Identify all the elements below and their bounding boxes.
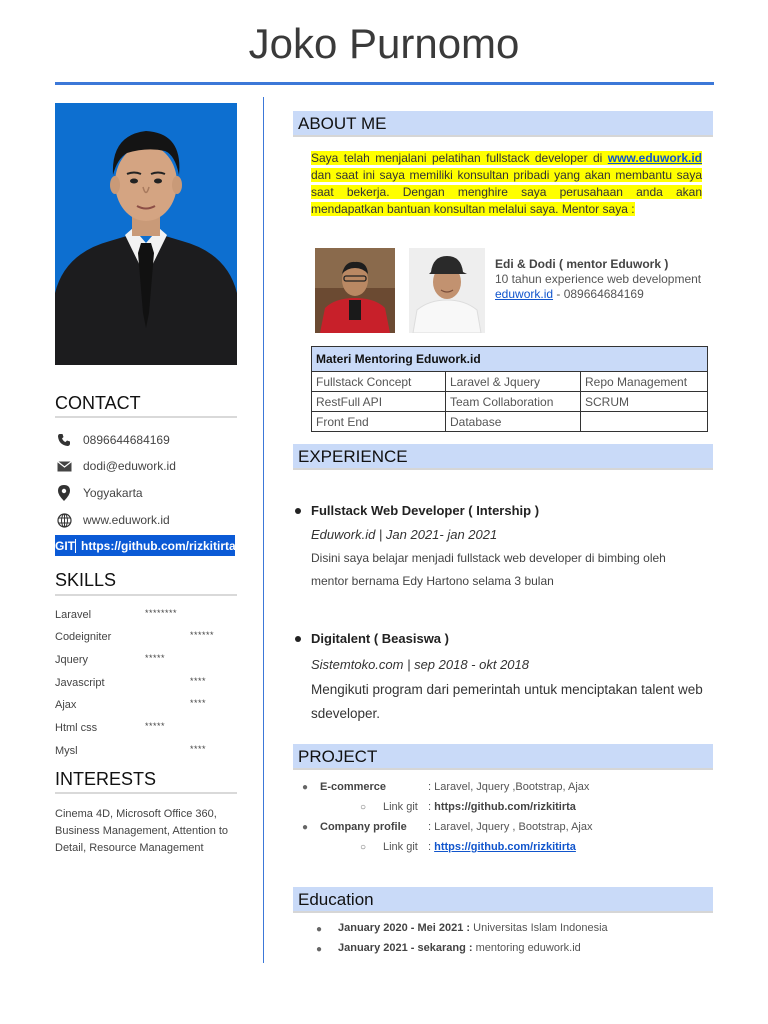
education-period: January 2020 - Mei 2021 <box>338 922 464 934</box>
globe-icon <box>55 512 73 528</box>
experience-line: Mengikuti program dari pemerintah untuk menciptakan talent web <box>311 682 703 697</box>
resume-name: Joko Purnomo <box>248 20 520 67</box>
education-sep: : <box>463 922 474 934</box>
git-link-bar[interactable] <box>55 535 235 556</box>
column-divider <box>263 97 264 963</box>
table-cell: Front End <box>312 412 446 432</box>
skills-rule <box>55 594 237 596</box>
contact-website-text: www.eduwork.id <box>83 513 170 527</box>
skill-name: Codeigniter <box>55 631 112 643</box>
table-cell: Repo Management <box>581 372 708 392</box>
about-text <box>311 150 702 218</box>
skill-stars: ******** <box>145 608 178 618</box>
project-stack: : Laravel, Jquery , Bootstrap, Ajax <box>428 821 593 833</box>
project-heading: PROJECT <box>293 744 713 770</box>
experience-description <box>311 547 711 593</box>
mentor-name: Edi & Dodi ( mentor Eduwork ) <box>495 257 669 271</box>
project-name <box>320 781 386 793</box>
skill-name: Html css <box>55 722 98 734</box>
experience-heading: EXPERIENCE <box>293 444 713 470</box>
project-link-row <box>428 801 576 813</box>
contact-email-text: dodi@eduwork.id <box>83 459 176 473</box>
interests-text: Cinema 4D, Microsoft Office 360, Business Management, Attention to Detail, Resource Management <box>55 808 229 854</box>
table-row <box>312 392 708 412</box>
mentor-link[interactable]: eduwork.id <box>495 287 554 301</box>
circle-bullet-icon: ○ <box>360 802 367 813</box>
project-name-text: Company profile <box>320 821 407 833</box>
map-pin-icon <box>55 485 73 501</box>
table-cell: Laravel & Jquery <box>446 372 581 392</box>
bullet-icon: ● <box>302 782 309 793</box>
project-link-label: Link git <box>383 841 418 853</box>
skill-stars: ***** <box>145 653 166 663</box>
phone-icon <box>55 432 73 448</box>
experience-line: Disini saya belajar menjadi fullstack web developer di bimbing oleh <box>311 551 666 565</box>
bullet-icon: ● <box>316 944 323 955</box>
education-heading: Education <box>293 887 713 913</box>
circle-bullet-icon: ○ <box>360 842 367 853</box>
experience-subtitle: Eduwork.id | Jan 2021- jan 2021 <box>311 527 498 542</box>
materi-table-title: Materi Mentoring Eduwork.id <box>312 347 708 372</box>
mentor-phone: - 089664684169 <box>553 287 644 301</box>
table-row <box>312 372 708 392</box>
education-period: January 2021 - sekarang <box>338 942 466 954</box>
skill-name: Jquery <box>55 654 89 666</box>
table-row <box>312 412 708 432</box>
education-place: mentoring eduwork.id <box>475 942 581 954</box>
bullet-icon <box>295 508 301 514</box>
experience-title-text: Digitalent ( Beasiswa ) <box>311 631 449 646</box>
table-cell: Database <box>446 412 581 432</box>
contact-phone <box>55 430 170 450</box>
project-link-sep: : <box>428 841 435 853</box>
project-link[interactable]: https://github.com/rizkitirta <box>434 801 576 813</box>
experience-title-text: Fullstack Web Developer ( Intership ) <box>311 503 540 518</box>
about-link[interactable]: www.eduwork.id <box>607 151 702 165</box>
education-item <box>338 942 581 954</box>
experience-item-title <box>295 503 539 518</box>
mail-icon <box>55 458 73 474</box>
header-divider <box>55 82 714 85</box>
table-cell: SCRUM <box>581 392 708 412</box>
table-cell <box>581 412 708 432</box>
skill-name: Javascript <box>55 677 105 689</box>
skill-stars: **** <box>190 698 207 708</box>
skills-heading: SKILLS <box>55 570 117 590</box>
mentor-experience: 10 tahun experience web development <box>495 272 702 286</box>
git-label: GIT <box>55 538 75 553</box>
about-text-before: Saya telah menjalani pelatihan fullstack developer di <box>311 151 608 165</box>
skill-stars: **** <box>190 744 207 754</box>
project-link[interactable]: https://github.com/rizkitirta <box>434 841 576 853</box>
skill-stars: ***** <box>145 721 166 731</box>
contact-heading: CONTACT <box>55 393 141 413</box>
materi-table <box>311 346 708 432</box>
contact-location-text: Yogyakarta <box>83 486 143 500</box>
interests-heading: INTERESTS <box>55 769 157 789</box>
table-cell: Team Collaboration <box>446 392 581 412</box>
education-place: Universitas Islam Indonesia <box>473 922 608 934</box>
project-link-sep: : <box>428 801 435 813</box>
contact-phone-text: 0896644684169 <box>83 433 170 447</box>
git-url[interactable]: https://github.com/rizkitirta <box>81 538 236 553</box>
profile-photo <box>55 103 237 365</box>
project-link-label: Link git <box>383 801 418 813</box>
experience-line: sdeveloper. <box>311 706 381 721</box>
project-stack: : Laravel, Jquery ,Bootstrap, Ajax <box>428 781 590 793</box>
contact-rule <box>55 416 237 418</box>
experience-description <box>311 678 711 726</box>
skill-name: Ajax <box>55 699 77 711</box>
table-cell: RestFull API <box>312 392 446 412</box>
about-heading: ABOUT ME <box>293 111 713 137</box>
education-item <box>338 922 608 934</box>
skill-name: Mysl <box>55 745 78 757</box>
project-name <box>320 821 407 833</box>
contact-email <box>55 456 176 476</box>
skill-stars: **** <box>190 676 207 686</box>
mentor-photo-edi <box>315 248 395 333</box>
experience-subtitle: Sistemtoko.com | sep 2018 - okt 2018 <box>311 657 529 672</box>
bullet-icon: ● <box>302 822 309 833</box>
interests-rule <box>55 792 237 794</box>
contact-website[interactable] <box>55 510 170 530</box>
contact-location <box>55 483 143 503</box>
about-text-after: dan saat ini saya memiliki konsultan pribadi yang akan membantu saya saat bekerja. Dengan menghire saya perusahaan anda akan mendapatkan bantuan konsultan melalui saya. Mentor saya : <box>311 168 702 216</box>
mentor-photo-dodi <box>409 248 485 333</box>
skill-stars: ****** <box>190 630 215 640</box>
experience-item-title <box>295 631 449 646</box>
project-name-text: E-commerce <box>320 781 387 793</box>
skill-name: Laravel <box>55 609 92 621</box>
education-sep: : <box>465 942 476 954</box>
mentor-info <box>495 257 701 302</box>
project-link-row <box>428 841 576 853</box>
experience-line: mentor bernama Edy Hartono selama 3 bulan <box>311 574 554 588</box>
bullet-icon <box>295 636 301 642</box>
table-cell: Fullstack Concept <box>312 372 446 392</box>
bullet-icon: ● <box>316 924 323 935</box>
